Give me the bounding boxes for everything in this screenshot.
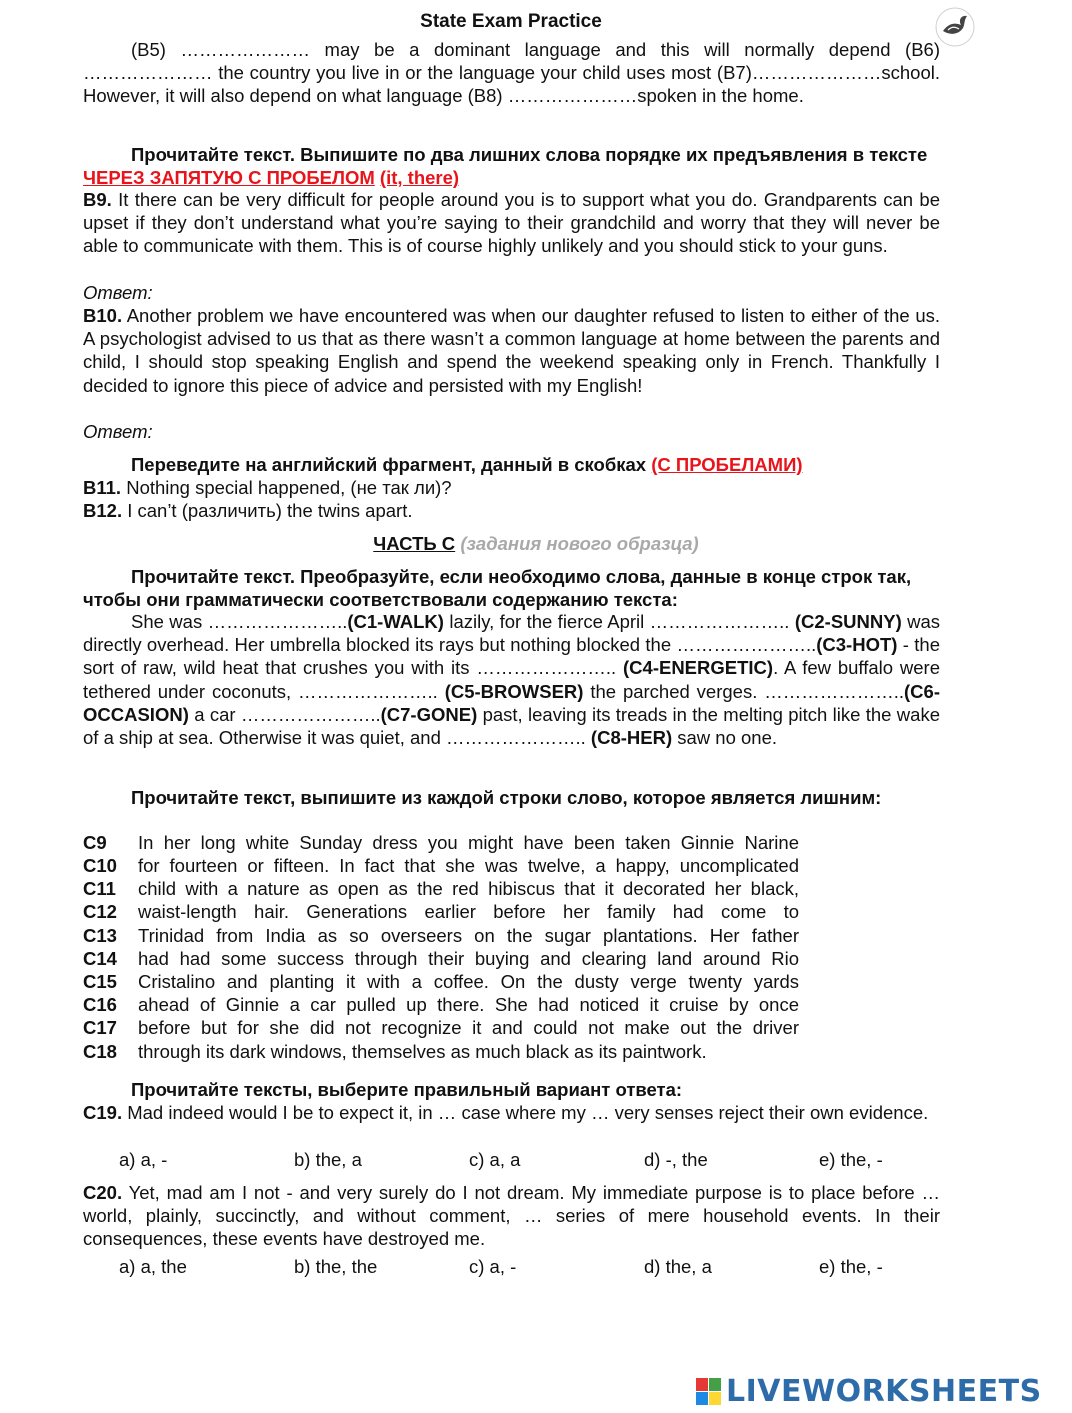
part-c-label: ЧАСТЬ С [373,533,456,554]
b12-label: B12. [83,500,123,521]
line-text: child with a nature as open as the red hibiscus that it decorated her black, [138,878,799,899]
line-label: C13 [83,925,117,946]
odd-word-line [83,901,803,924]
b12-text: I can’t (различить) the twins apart. [127,500,413,521]
task-translate-heading [83,453,940,476]
transform-t3: - the sort of raw, wild heat that crushes you with its ………………….. [83,634,940,679]
line-label: C14 [83,948,117,969]
transform-intro: She was ………………….. [131,611,348,632]
c1-word: (C1-WALK) [347,611,444,632]
line-label: C12 [83,901,117,922]
b9-text: It there can be very difficult for people around you is to support what you do. Grandparents can be upset if they don’t understand what you’re saying to their grandchild and worry that they will never be able to communicate with them. This is of course highly unlikely and you should stick to your guns. [83,189,940,257]
transform-t5: the parched verges. ………………….. [590,680,905,702]
transform-t8: saw no one. [677,727,778,749]
c20-label: C20. [83,1182,123,1203]
transform-t1: lazily, for the fierce April ………………….. [449,611,790,632]
c20-paragraph [83,1181,940,1251]
line-text: before but for she did not recognize it and could not make out the driver [138,1017,799,1038]
b11-text: Nothing special happened, (не так ли)? [126,477,452,498]
c19-option-d[interactable]: d) -, the [644,1149,708,1170]
transform-t4: . A few buffalo were tethered under coconuts, ………………….. [83,657,940,702]
task-extra-words-heading [83,143,940,189]
line-text: waist-length hair. Generations earlier before her family had come to [138,901,799,922]
b11-item [83,476,452,499]
line-text: had had some success through their buying and clearing land around Rio [138,948,799,969]
odd-word-line [83,1041,803,1064]
b10-text: Another problem we have encountered was when our daughter refused to listen to either of the us. A psychologist advised to us that as there wasn’t a common language at home between the parents and child, I should stop speaking English and spend the weekend speaking only in French. Thankfully I decided to ignore this piece of advice and persisted with my English! [83,305,940,396]
c20-option-a[interactable]: a) a, the [119,1256,187,1277]
c8-word: (C8-HER) [590,727,673,749]
dove-icon [934,6,976,48]
line-label: C10 [83,855,117,876]
task-extra-words-note: ЧЕРЕЗ ЗАПЯТУЮ С ПРОБЕЛОМ [83,167,375,188]
c7-word: (C7-GONE) [380,703,478,725]
b12-item [83,499,413,522]
odd-word-line [83,832,803,855]
transform-t7: past, leaving its treads in the melting pitch like the wake of a ship at sea. Otherwise it was quiet, and ………………….. [83,703,940,749]
task-extra-words-text: Прочитайте текст. Выпишите по два лишних слова порядке их предъявления в тексте [131,144,928,165]
b9-answer-label: Ответ: [83,282,153,303]
transform-t6: a car ………………….. [194,703,381,725]
b5-b8-paragraph: (B5) ………………… may be a dominant language and this will normally depend (B6) ………………… the country you live in or the language your child uses most (B7)…………………school. However, it will also depend on what language (B8) …………………spoken in the home. [83,39,940,107]
part-c-title [0,532,1072,555]
odd-word-line [83,971,803,994]
b9-label: B9. [83,189,112,210]
c20-option-d[interactable]: d) the, a [644,1256,712,1277]
transform-t2: was directly overhead. Her umbrella blocked its rays but nothing blocked the ………………….. [83,611,941,656]
line-text: for fourteen or fifteen. In fact that she was twelve, a happy, uncomplicated [138,855,799,876]
task-choice-heading: Прочитайте тексты, выберите правильный вариант ответа: [131,1079,683,1100]
odd-word-line [83,994,803,1017]
b10-answer-label: Ответ: [83,421,153,442]
task-translate-text: Переведите на английский фрагмент, данный в скобках [131,454,647,475]
c19-option-b[interactable]: b) the, a [294,1149,362,1170]
line-text: through its dark windows, themselves as much black as its paintwork. [138,1041,707,1062]
line-text: ahead of Ginnie a car pulled up there. She had noticed it cruise by once [138,994,799,1015]
line-label: C11 [83,878,116,899]
b9-paragraph [83,188,940,258]
c5-word: (C5-BROWSER) [444,680,584,702]
odd-word-line [83,1017,803,1040]
brand-name: LIVEWORKSHEETS [726,1374,1042,1409]
line-text: Trinidad from India as so overseers on the sugar plantations. Her father [138,925,799,946]
c20-text: Yet, mad am I not - and very surely do I not dream. My immediate purpose is to place before … world, plainly, succinctly, and without comment, … series of mere household events. In their consequences, these events have destroyed me. [83,1182,940,1250]
task-transform-heading: Прочитайте текст. Преобразуйте, если необходимо слова, данные в конце строк так, чтобы они грамматически соответствовали содержанию текста: [83,566,912,610]
c19-text: Mad indeed would I be to expect it, in … case where my … very senses reject their own evidence. [127,1102,929,1123]
task-translate-note: (С ПРОБЕЛАМИ) [651,454,803,475]
line-text: In her long white Sunday dress you might have been taken Ginnie Narine [138,832,799,853]
c20-option-c[interactable]: c) a, - [469,1256,517,1277]
b10-paragraph [83,304,940,397]
page-title: State Exam Practice [420,11,602,32]
b10-label: B10. [83,305,123,326]
line-label: C18 [83,1041,117,1062]
line-text: Cristalino and planting it with a coffee. On the dusty verge twenty yards [138,971,799,992]
line-label: C9 [83,832,107,853]
c19-option-c[interactable]: c) a, a [469,1149,521,1170]
c19-label: C19. [83,1102,123,1123]
task-odd-word-heading: Прочитайте текст, выпишите из каждой строки слово, которое является лишним: [131,787,882,808]
transform-paragraph [83,610,940,749]
c19-paragraph [83,1101,940,1124]
c20-option-b[interactable]: b) the, the [294,1256,378,1277]
c6-word: (C6-OCCASION) [83,680,940,725]
odd-word-line [83,948,803,971]
c20-option-e[interactable]: e) the, - [819,1256,883,1277]
line-label: C16 [83,994,117,1015]
task-extra-words-example: (it, there) [379,167,460,188]
part-c-subtitle: (задания нового образца) [460,533,699,554]
c19-option-a[interactable]: a) a, - [119,1149,168,1170]
liveworksheets-logo-icon [696,1378,722,1406]
c19-option-e[interactable]: e) the, - [819,1149,883,1170]
b11-label: B11. [83,477,122,498]
odd-word-line [83,878,803,901]
line-label: C17 [83,1017,117,1038]
c4-word: (C4-ENERGETIC) [623,657,774,679]
c3-word: (C3-HOT) [816,634,898,656]
odd-word-line [83,925,803,948]
line-label: C15 [83,971,117,992]
c2-word: (C2-SUNNY) [794,611,902,632]
odd-word-line [83,855,803,878]
